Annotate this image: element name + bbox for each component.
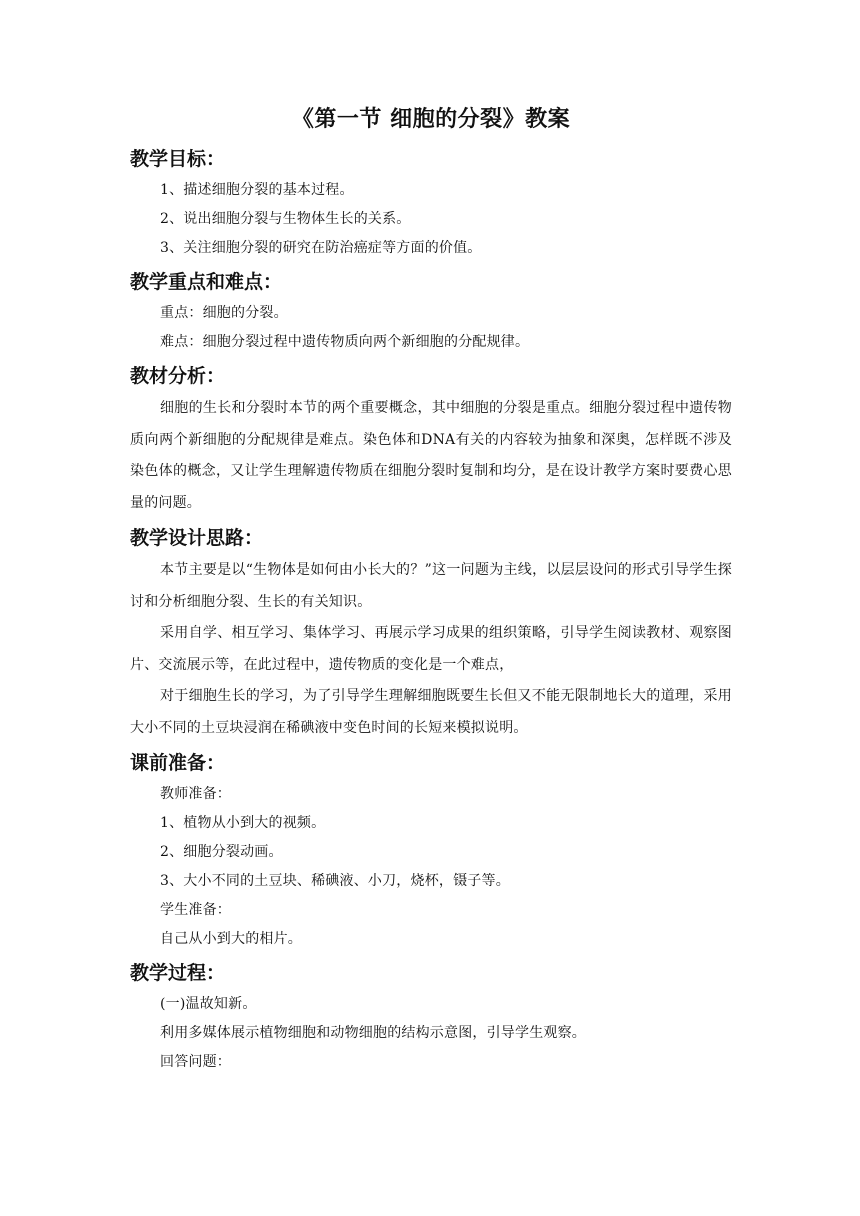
design-paragraph: 对于细胞生长的学习，为了引导学生理解细胞既要生长但又不能无限制地长大的道理，采用大小不同的土豆块浸润在稀碘液中变色时间的长短来模拟说明。 bbox=[130, 688, 732, 736]
design-paragraph: 本节主要是以“生物体是如何由小长大的？”这一问题为主线，以层层设问的形式引导学生探讨和分析细胞分裂、生长的有关知识。 bbox=[130, 562, 732, 610]
section-key-points bbox=[130, 265, 732, 357]
preparation-item: 2、细胞分裂动画。 bbox=[160, 844, 283, 860]
preparation-item: 1、植物从小到大的视频。 bbox=[160, 815, 326, 831]
section-process bbox=[130, 956, 732, 1077]
analysis-paragraph: 细胞的生长和分裂时本节的两个重要概念，其中细胞的分裂是重点。细胞分裂过程中遗传物质向两个新细胞的分配规律是难点。染色体和DNA有关的内容较为抽象和深奥，怎样既不涉及染色体的概念，又让学生理解遗传物质在细胞分裂时复制和均分，是在设计教学方案时要费心思量的问题。 bbox=[130, 400, 732, 511]
process-item: (一)温故知新。 bbox=[160, 996, 257, 1012]
section-analysis bbox=[130, 359, 732, 519]
document-body bbox=[130, 100, 732, 1079]
section-heading: 课前准备： bbox=[130, 752, 226, 774]
section-objectives bbox=[130, 142, 732, 263]
preparation-item: 3、大小不同的土豆块、稀碘液、小刀，烧杯，镊子等。 bbox=[160, 873, 510, 889]
objective-item: 1、描述细胞分裂的基本过程。 bbox=[160, 182, 354, 198]
objective-item: 3、关注细胞分裂的研究在防治癌症等方面的价值。 bbox=[160, 240, 482, 256]
page-title: 《第一节 细胞的分裂》教案 bbox=[291, 107, 571, 132]
preparation-item: 学生准备： bbox=[160, 902, 231, 918]
preparation-item: 自己从小到大的相片。 bbox=[160, 931, 302, 947]
design-paragraph: 采用自学、相互学习、集体学习、再展示学习成果的组织策略，引导学生阅读教材、观察图片、交流展示等，在此过程中，遗传物质的变化是一个难点， bbox=[130, 625, 732, 673]
section-heading: 教学设计思路： bbox=[130, 527, 264, 549]
section-heading: 教学过程： bbox=[130, 962, 226, 984]
section-heading: 教材分析： bbox=[130, 365, 226, 387]
key-point-item: 重点：细胞的分裂。 bbox=[160, 305, 288, 321]
key-point-item: 难点：细胞分裂过程中遗传物质向两个新细胞的分配规律。 bbox=[160, 334, 530, 350]
objective-item: 2、说出细胞分裂与生物体生长的关系。 bbox=[160, 211, 411, 227]
preparation-item: 教师准备： bbox=[160, 786, 231, 802]
process-item: 回答问题： bbox=[160, 1054, 231, 1070]
section-design bbox=[130, 521, 732, 744]
process-item: 利用多媒体展示植物细胞和动物细胞的结构示意图，引导学生观察。 bbox=[160, 1025, 586, 1041]
section-heading: 教学重点和难点： bbox=[130, 271, 283, 293]
section-heading: 教学目标： bbox=[130, 148, 226, 170]
section-preparation bbox=[130, 746, 732, 954]
